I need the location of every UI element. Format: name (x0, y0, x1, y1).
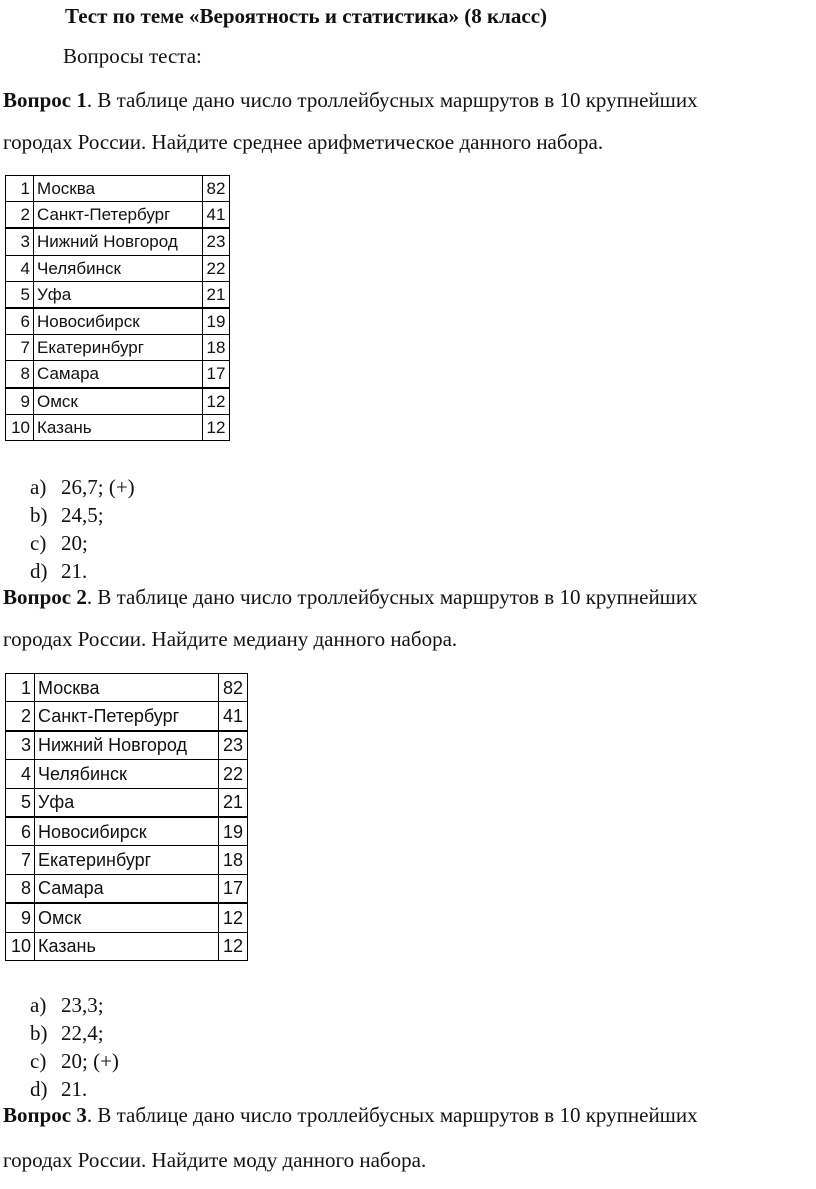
route-count: 22 (203, 255, 230, 281)
table-row (6, 702, 248, 731)
table-row (6, 817, 248, 846)
route-count: 23 (219, 731, 248, 760)
section-heading: Вопросы теста: (63, 44, 202, 68)
row-number: 9 (6, 903, 35, 932)
city-name: Челябинск (34, 255, 203, 281)
question-2-line2: городах России. Найдите медиану данного набора. (3, 627, 458, 651)
answer-option (30, 991, 119, 1019)
table-row (6, 202, 230, 229)
city-name: Омск (34, 388, 203, 415)
route-count: 41 (219, 702, 248, 731)
city-name: Уфа (35, 788, 219, 817)
row-number: 2 (6, 202, 34, 229)
table-row (6, 846, 248, 874)
route-count: 12 (203, 414, 230, 440)
question-2-answers (30, 991, 119, 1103)
row-number: 6 (6, 817, 35, 846)
table-row (6, 932, 248, 960)
table-row (6, 760, 248, 788)
question-2-text (3, 585, 698, 610)
row-number: 9 (6, 388, 34, 415)
route-count: 12 (203, 388, 230, 415)
answer-option (30, 557, 135, 585)
question-2-table (5, 673, 248, 961)
city-name: Нижний Новгород (34, 228, 203, 255)
question-3-line1: . В таблице дано число троллейбусных маршрутов в 10 крупнейших (86, 1103, 698, 1127)
route-count: 12 (219, 932, 248, 960)
answer-marker: b) (30, 503, 48, 527)
question-1-line1: . В таблице дано число троллейбусных маршрутов в 10 крупнейших (86, 88, 698, 112)
table-row (6, 176, 230, 202)
question-1-text (3, 88, 698, 113)
row-number: 5 (6, 788, 35, 817)
row-number: 1 (6, 674, 35, 702)
route-count: 17 (219, 874, 248, 903)
answer-text: 20; (61, 531, 88, 555)
route-count: 17 (203, 361, 230, 388)
city-name: Казань (35, 932, 219, 960)
question-1-table-body (6, 176, 230, 441)
question-3-line2: городах России. Найдите моду данного набора. (3, 1148, 427, 1172)
row-number: 6 (6, 308, 34, 335)
city-name: Москва (35, 674, 219, 702)
table-row (6, 308, 230, 335)
question-2-label: Вопрос 2 (3, 585, 87, 609)
route-count: 82 (203, 176, 230, 202)
city-name: Новосибирск (34, 308, 203, 335)
answer-option (30, 529, 135, 557)
question-3-label: Вопрос 3 (3, 1103, 87, 1127)
question-1-label: Вопрос 1 (3, 88, 87, 112)
row-number: 7 (6, 846, 35, 874)
city-name: Омск (35, 903, 219, 932)
answer-option (30, 1047, 119, 1075)
row-number: 8 (6, 874, 35, 903)
route-count: 19 (219, 817, 248, 846)
answer-option (30, 473, 135, 501)
answer-text: 20; (+) (61, 1049, 119, 1073)
row-number: 3 (6, 228, 34, 255)
answer-marker: d) (30, 1077, 48, 1101)
question-2-table-body (6, 674, 248, 961)
row-number: 5 (6, 281, 34, 308)
table-row (6, 228, 230, 255)
answer-text: 22,4; (61, 1021, 104, 1045)
answer-text: 21. (61, 1077, 88, 1101)
route-count: 21 (203, 281, 230, 308)
city-name: Москва (34, 176, 203, 202)
city-name: Самара (34, 361, 203, 388)
table-row (6, 874, 248, 903)
table-row (6, 414, 230, 440)
route-count: 82 (219, 674, 248, 702)
question-1-line2: городах России. Найдите среднее арифметическое данного набора. (3, 130, 604, 154)
answer-option (30, 1019, 119, 1047)
route-count: 18 (219, 846, 248, 874)
table-row (6, 388, 230, 415)
route-count: 21 (219, 788, 248, 817)
document-title: Тест по теме «Вероятность и статистика» (8 класс) (65, 4, 548, 28)
question-2-line1: . В таблице дано число троллейбусных маршрутов в 10 крупнейших (86, 585, 698, 609)
answer-marker: a) (30, 475, 47, 499)
city-name: Уфа (34, 281, 203, 308)
city-name: Казань (34, 414, 203, 440)
answer-text: 23,3; (61, 993, 104, 1017)
table-row (6, 674, 248, 702)
table-row (6, 903, 248, 932)
route-count: 12 (219, 903, 248, 932)
answer-option (30, 501, 135, 529)
answer-text: 21. (61, 559, 88, 583)
table-row (6, 361, 230, 388)
answer-marker: c) (30, 531, 47, 555)
row-number: 3 (6, 731, 35, 760)
table-row (6, 335, 230, 361)
answer-text: 26,7; (+) (61, 475, 135, 499)
row-number: 7 (6, 335, 34, 361)
question-3-text (3, 1103, 698, 1128)
answer-marker: a) (30, 993, 47, 1017)
question-1-table (5, 175, 230, 441)
city-name: Новосибирск (35, 817, 219, 846)
row-number: 4 (6, 760, 35, 788)
city-name: Санкт-Петербург (35, 702, 219, 731)
table-row (6, 255, 230, 281)
answer-text: 24,5; (61, 503, 104, 527)
question-1-answers (30, 473, 135, 585)
answer-marker: c) (30, 1049, 47, 1073)
route-count: 22 (219, 760, 248, 788)
city-name: Челябинск (35, 760, 219, 788)
row-number: 8 (6, 361, 34, 388)
city-name: Санкт-Петербург (34, 202, 203, 229)
route-count: 41 (203, 202, 230, 229)
answer-marker: b) (30, 1021, 48, 1045)
city-name: Екатеринбург (34, 335, 203, 361)
city-name: Самара (35, 874, 219, 903)
row-number: 10 (6, 932, 35, 960)
row-number: 10 (6, 414, 34, 440)
route-count: 19 (203, 308, 230, 335)
table-row (6, 788, 248, 817)
answer-marker: d) (30, 559, 48, 583)
city-name: Екатеринбург (35, 846, 219, 874)
table-row (6, 281, 230, 308)
answer-option (30, 1075, 119, 1103)
row-number: 2 (6, 702, 35, 731)
route-count: 18 (203, 335, 230, 361)
route-count: 23 (203, 228, 230, 255)
city-name: Нижний Новгород (35, 731, 219, 760)
table-row (6, 731, 248, 760)
row-number: 1 (6, 176, 34, 202)
row-number: 4 (6, 255, 34, 281)
